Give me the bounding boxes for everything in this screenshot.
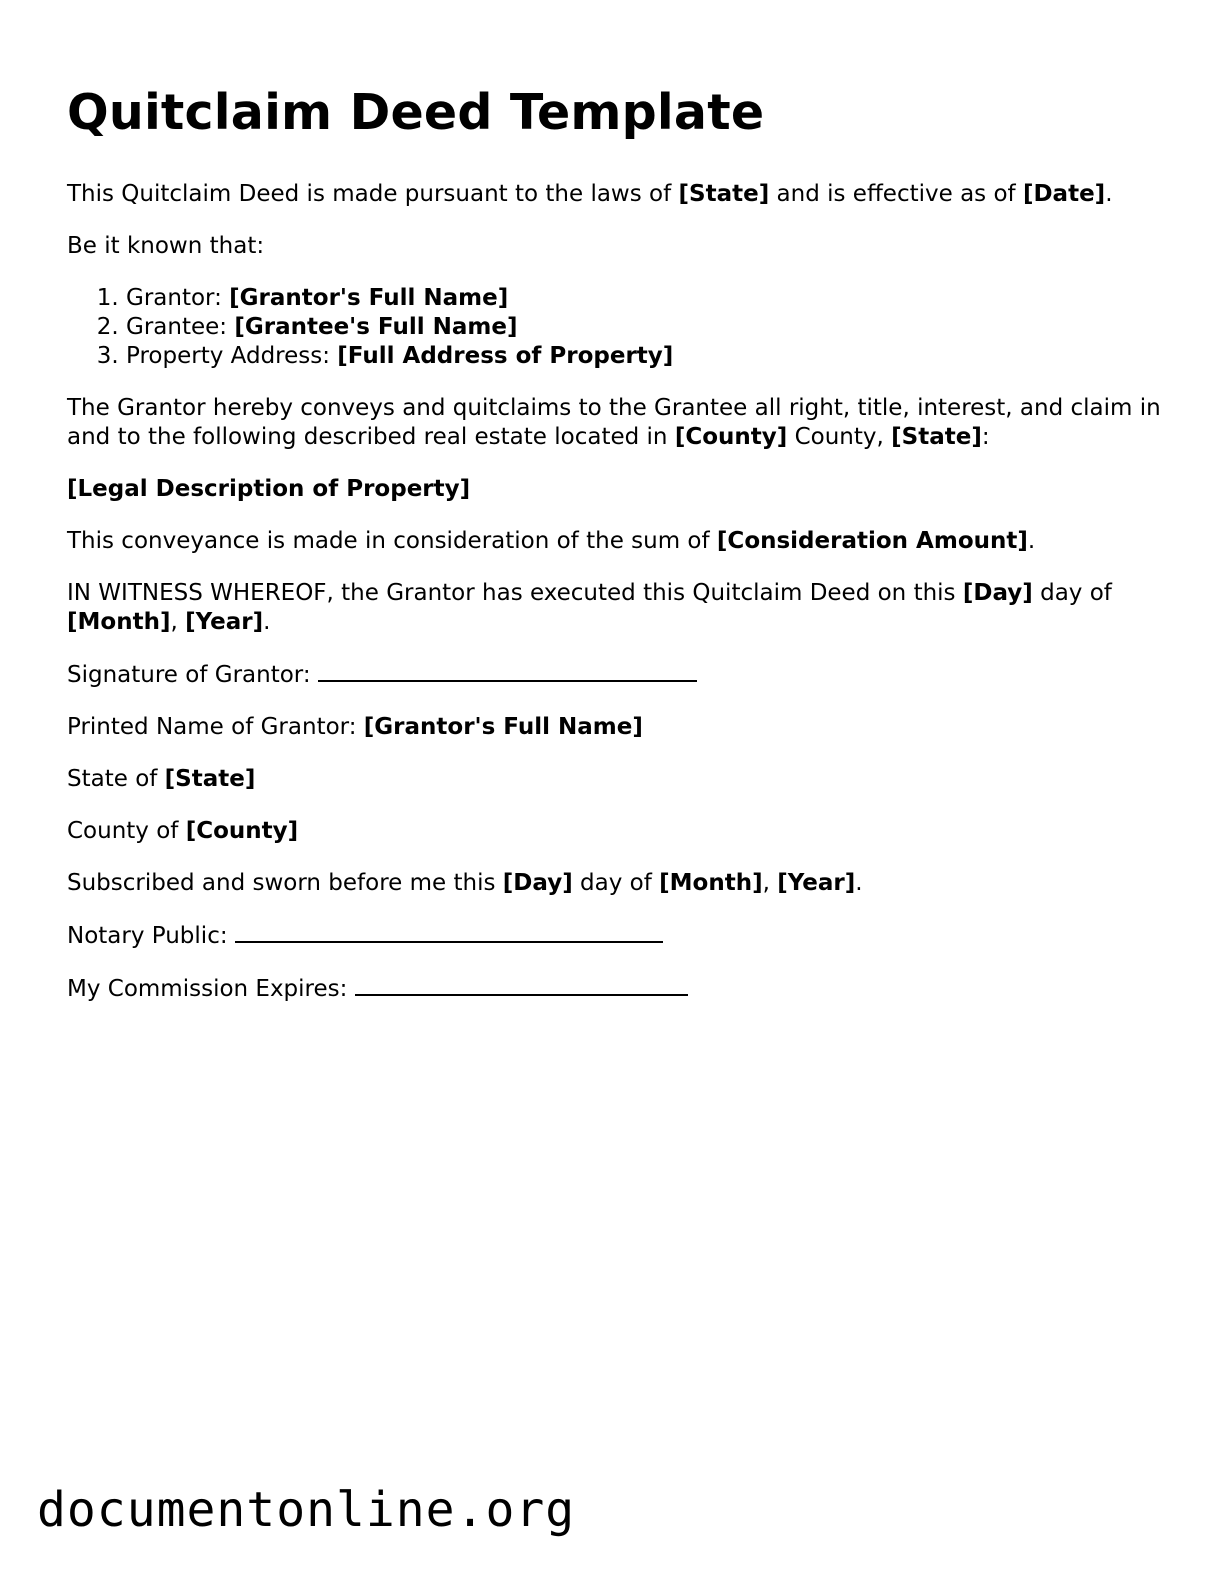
commission-label: My Commission Expires:	[67, 976, 355, 1002]
signature-label: Signature of Grantor:	[67, 662, 318, 688]
signature-blank-field[interactable]	[318, 660, 697, 682]
consideration-text-end: .	[1027, 528, 1036, 554]
notary-line	[67, 921, 1167, 951]
county-of-placeholder: [County]	[185, 818, 299, 844]
conveyance-text: The Grantor hereby conveys and quitclaims to the Grantee all right, title, interest, and claim in and to the following described real estate located in	[67, 395, 1161, 450]
state-of-label: State of	[67, 766, 165, 792]
watermark-text: documentonline.org	[37, 1482, 576, 1538]
witness-paragraph	[67, 579, 1167, 637]
state-of-placeholder: [State]	[164, 766, 256, 792]
sworn-text: Subscribed and sworn before me this	[67, 870, 503, 896]
witness-year-placeholder: [Year]	[185, 609, 264, 635]
intro-text-mid: and is effective as of	[769, 181, 1023, 207]
commission-line	[67, 974, 1167, 1004]
witness-day-placeholder: [Day]	[962, 580, 1033, 606]
consideration-amount-placeholder: [Consideration Amount]	[716, 528, 1028, 554]
commission-blank-field[interactable]	[355, 974, 688, 996]
intro-text: This Quitclaim Deed is made pursuant to the laws of	[67, 181, 679, 207]
page-title: Quitclaim Deed Template	[67, 84, 765, 141]
parties-list	[67, 284, 1167, 371]
sworn-text-mid: day of	[572, 870, 660, 896]
consideration-text: This conveyance is made in consideration of the sum of	[67, 528, 717, 554]
conveyance-county-placeholder: [County]	[674, 424, 788, 450]
list-item-grantor	[126, 284, 1167, 313]
state-of-line	[67, 765, 1167, 794]
witness-text-sep: ,	[170, 609, 186, 635]
list-item-property-address	[126, 342, 1167, 371]
sworn-month-placeholder: [Month]	[659, 870, 763, 896]
sworn-year-placeholder: [Year]	[777, 870, 856, 896]
intro-text-end: .	[1105, 181, 1113, 207]
party-label: Grantee:	[126, 314, 235, 340]
printed-name-line	[67, 713, 1167, 742]
party-label: Grantor:	[126, 285, 230, 311]
party-value: [Grantor's Full Name]	[229, 285, 509, 311]
party-value: [Full Address of Property]	[337, 343, 674, 369]
sworn-text-end: .	[855, 870, 863, 896]
intro-state-placeholder: [State]	[678, 181, 770, 207]
witness-text: IN WITNESS WHEREOF, the Grantor has executed this Quitclaim Deed on this	[67, 580, 963, 606]
be-it-known-text: Be it known that:	[67, 233, 265, 259]
sworn-day-placeholder: [Day]	[502, 870, 573, 896]
sworn-paragraph	[67, 869, 1167, 898]
witness-month-placeholder: [Month]	[67, 609, 171, 635]
notary-blank-field[interactable]	[235, 921, 663, 943]
signature-line	[67, 660, 1167, 690]
sworn-text-sep: ,	[762, 870, 778, 896]
printed-name-placeholder: [Grantor's Full Name]	[363, 714, 643, 740]
consideration-paragraph	[67, 527, 1167, 556]
conveyance-paragraph	[67, 394, 1167, 452]
document-page	[67, 82, 1167, 1027]
county-of-line	[67, 817, 1167, 846]
conveyance-text-end: :	[981, 424, 990, 450]
notary-label: Notary Public:	[67, 923, 235, 949]
conveyance-text-mid: County,	[787, 424, 892, 450]
intro-paragraph	[67, 180, 1167, 209]
list-item-grantee	[126, 313, 1167, 342]
intro-date-placeholder: [Date]	[1022, 181, 1106, 207]
legal-description-placeholder: [Legal Description of Property]	[67, 476, 471, 502]
printed-name-label: Printed Name of Grantor:	[67, 714, 364, 740]
conveyance-state-placeholder: [State]	[891, 424, 982, 450]
witness-text-mid: day of	[1032, 580, 1112, 606]
legal-description-paragraph	[67, 475, 1167, 504]
county-of-label: County of	[67, 818, 186, 844]
witness-text-end: .	[263, 609, 271, 635]
party-value: [Grantee's Full Name]	[234, 314, 518, 340]
party-label: Property Address:	[126, 343, 338, 369]
